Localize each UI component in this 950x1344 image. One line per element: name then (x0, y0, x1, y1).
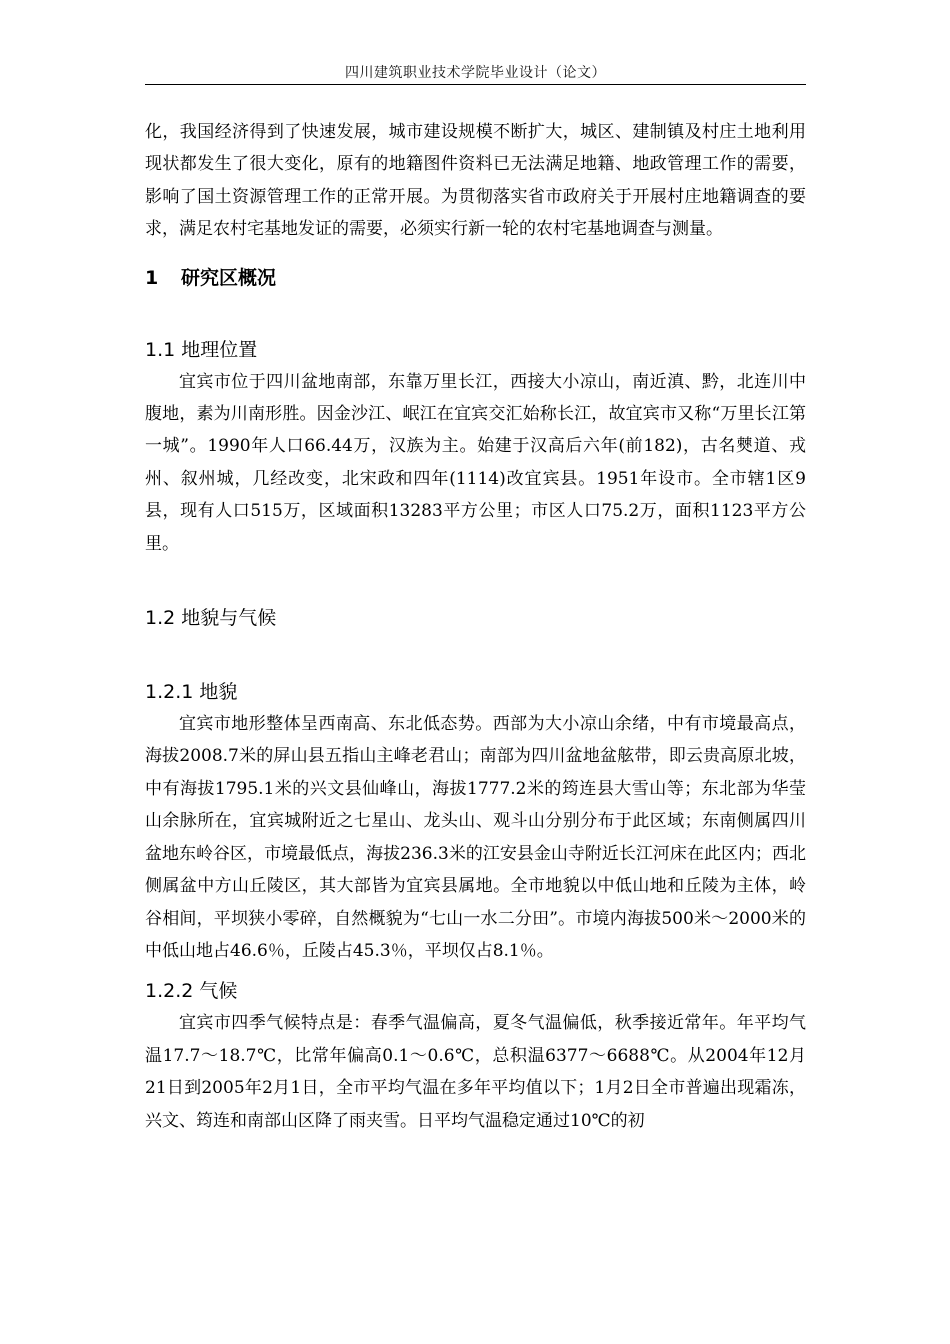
section-1-title: 研究区概况 (181, 266, 277, 289)
section-1-2-2-heading: 1.2.2 气候 (145, 980, 238, 1003)
header-divider (145, 84, 806, 85)
section-1-2-heading: 1.2 地貌与气候 (145, 607, 277, 630)
section-1-2-2-paragraph: 宜宾市四季气候特点是：春季气温偏高，夏冬气温偏低，秋季接近常年。年平均气温17.7～18.7℃，比常年偏高0.1～0.6℃，总积温6377～6688℃。从2004年12月21日到2005年2月1日，全市平均气温在多年平均值以下；1月2日全市普遍出现霜冻，兴文、筠连和南部山区降了雨夹雪。日平均气温稳定通过10℃的初 (145, 1013, 806, 1131)
page-header-title: 四川建筑职业技术学院毕业设计（论文） (345, 65, 606, 81)
section-1-2-1-paragraph: 宜宾市地形整体呈西南高、东北低态势。西部为大小凉山余绪，中有市境最高点，海拔2008.7米的屏山县五指山主峰老君山；南部为四川盆地盆舷带，即云贵高原北坡，中有海拔1795.1米的兴文县仙峰山，海拔1777.2米的筠连县大雪山等；东北部为华莹山余脉所在，宜宾城附近之七星山、龙头山、观斗山分别分布于此区域；东南侧属四川盆地东岭谷区，市境最低点，海拔236.3米的江安县金山寺附近长江河床在此区内；西北侧属盆中方山丘陵区，其大部皆为宜宾县属地。全市地貌以中低山地和丘陵为主体，岭谷相间，平坝狭小零碎，自然概貌为“七山一水二分田”。市境内海拔500米～2000米的中低山地占46.6％，丘陵占45.3％，平坝仅占8.1％。 (145, 714, 806, 961)
section-1-heading (145, 262, 806, 294)
section-1-number: 1 (145, 266, 159, 289)
intro-paragraph: 化，我国经济得到了快速发展，城市建设规模不断扩大，城区、建制镇及村庄土地利用现状都发生了很大变化，原有的地籍图件资料已无法满足地籍、地政管理工作的需要，影响了国土资源管理工作的正常开展。为贯彻落实省市政府关于开展村庄地籍调查的要求，满足农村宅基地发证的需要，必须实行新一轮的农村宅基地调查与测量。 (145, 122, 806, 240)
document-body (145, 116, 806, 1137)
section-1-1-paragraph: 宜宾市位于四川盆地南部，东靠万里长江，西接大小凉山，南近滇、黔，北连川中腹地，素为川南形胜。因金沙江、岷江在宜宾交汇始称长江，故宜宾市又称“万里长江第一城”。1990年人口66.44万，汉族为主。始建于汉高后六年(前182)，古名僰道、戎州、叙州城，几经改变，北宋政和四年(1114)改宜宾县。1951年设市。全市辖1区9县，现有人口515万，区域面积13283平方公里；市区人口75.2万，面积1123平方公里。 (145, 371, 806, 554)
section-1-1-heading: 1.1 地理位置 (145, 338, 258, 361)
section-1-2-1-heading: 1.2.1 地貌 (145, 681, 238, 704)
